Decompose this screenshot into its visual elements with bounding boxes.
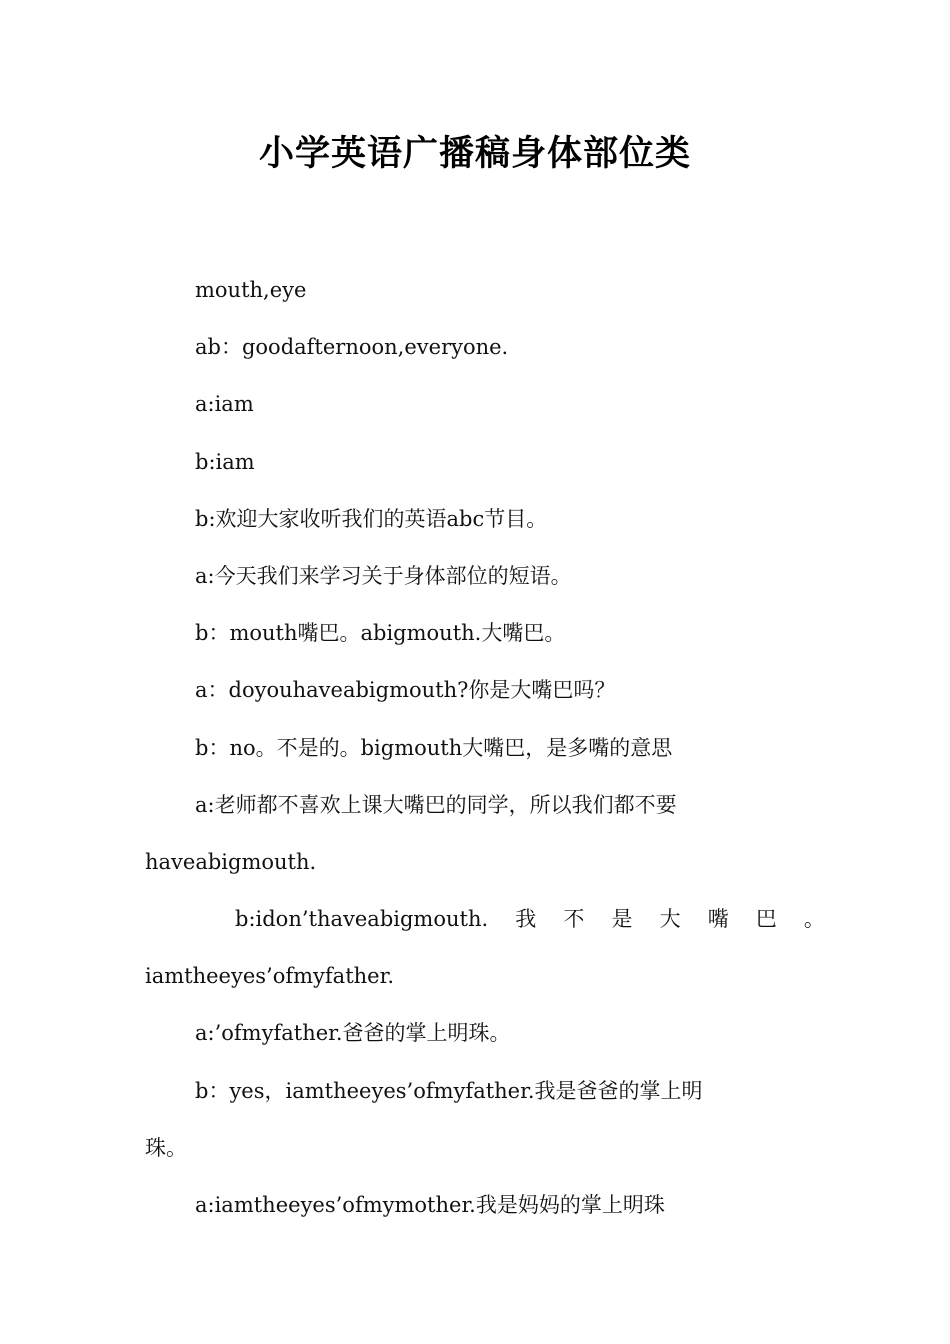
document-body (145, 262, 825, 1234)
text-line: a:iamtheeyes’ofmymother.我是妈妈的掌上明珠 (195, 1193, 665, 1217)
text-line: ab：goodafternoon,everyone. (195, 335, 509, 360)
text-line: b：yes，iamtheeyes’ofmyfather.我是爸爸的掌上明 (195, 1078, 703, 1103)
text-line: a：doyouhaveabigmouth?你是大嘴巴吗？ (195, 678, 616, 703)
text-segment: 不 (563, 907, 585, 932)
text-line: 珠。 (145, 1135, 187, 1160)
text-segment: 巴 (755, 907, 777, 932)
text-line: a:老师都不喜欢上课大嘴巴的同学，所以我们都不要 (195, 792, 677, 817)
text-segment: 嘴 (707, 907, 729, 932)
text-line: iamtheeyes’ofmyfather. (145, 964, 394, 989)
text-line: b:iam (195, 449, 255, 474)
text-segment: b:idon’thaveabigmouth. (235, 907, 489, 932)
text-line: a:’ofmyfather.爸爸的掌上明珠。 (195, 1021, 511, 1046)
text-segment: 。 (803, 907, 825, 932)
text-line: b：no。不是的。bigmouth大嘴巴，是多嘴的意思 (195, 735, 673, 760)
justified-line (145, 891, 825, 948)
document-title: 小学英语广播稿身体部位类 (258, 133, 691, 174)
text-segment: 大 (659, 907, 681, 932)
text-line: haveabigmouth. (145, 849, 317, 874)
text-line: a:今天我们来学习关于身体部位的短语。 (195, 563, 572, 588)
text-segment: 我 (515, 907, 537, 932)
text-line: b:欢迎大家收听我们的英语abc节目。 (195, 506, 548, 531)
text-line: mouth,eye (195, 278, 307, 302)
text-line: a:iam (195, 392, 254, 417)
text-segment: 是 (611, 907, 633, 932)
text-line: b：mouth嘴巴。abigmouth.大嘴巴。 (195, 621, 566, 646)
